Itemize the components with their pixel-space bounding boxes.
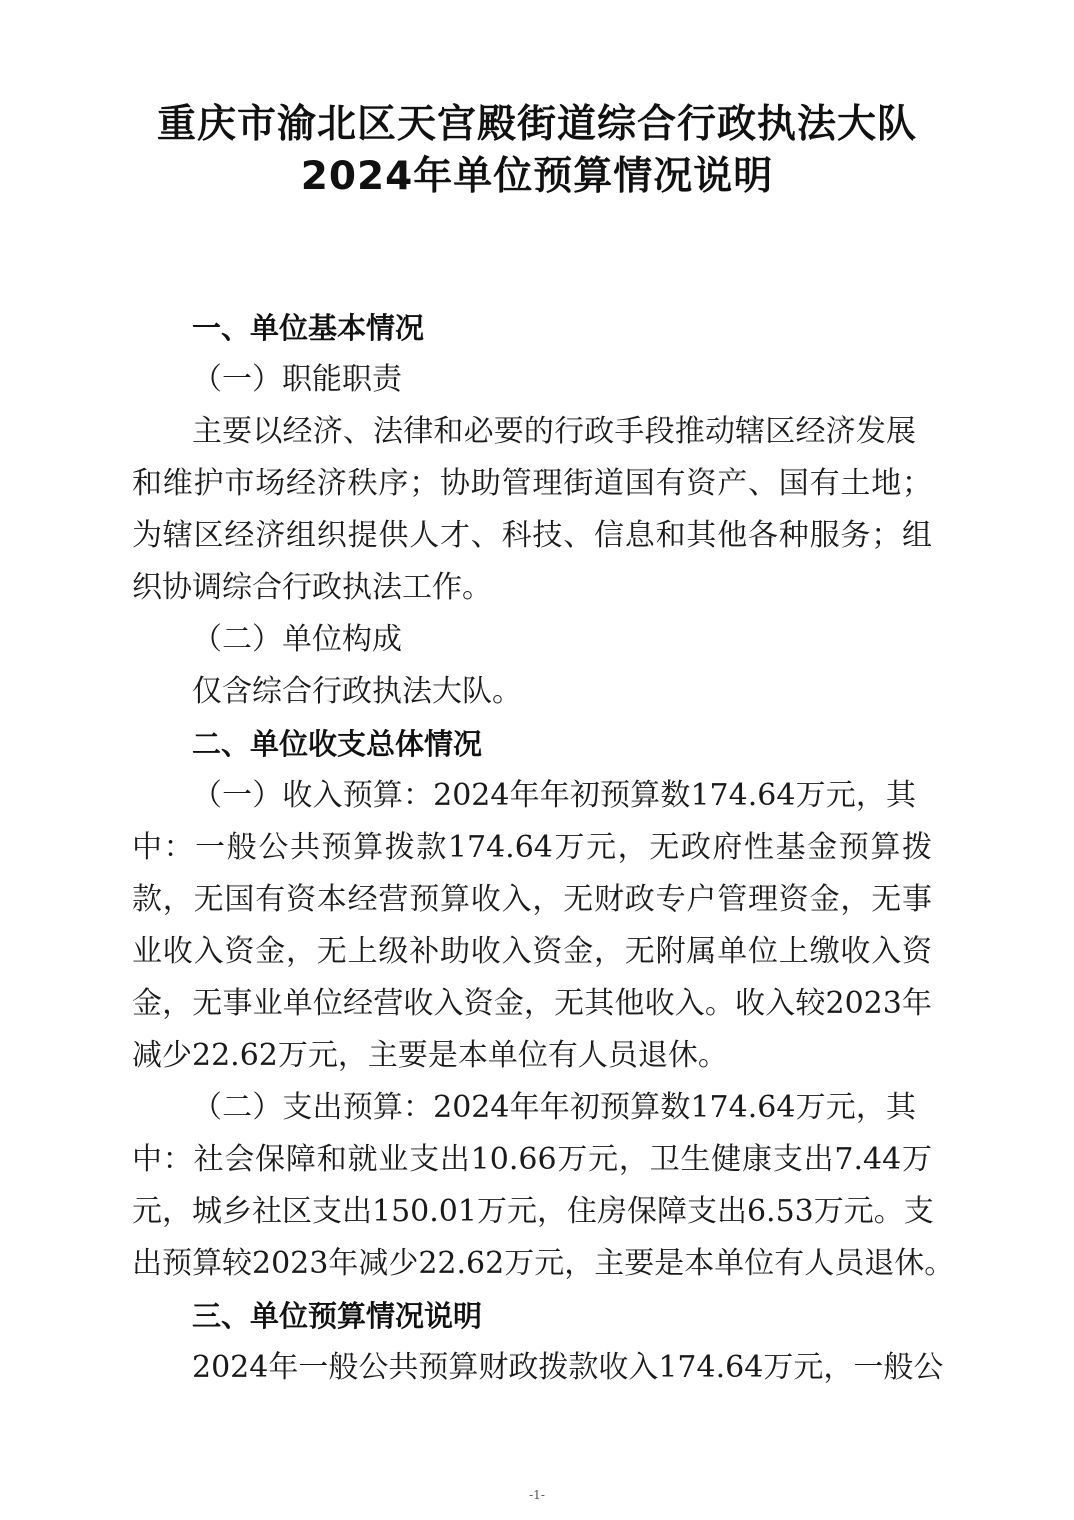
paragraph-line: 中：一般公共预算拨款174.64万元，无政府性基金预算拨 [132,830,932,865]
document-title-line2: 2024年单位预算情况说明 [300,154,774,199]
page-number: -1- [529,1488,545,1502]
paragraph-line: 2024年一般公共预算财政拨款收入174.64万元，一般公 [192,1350,944,1385]
paragraph-line: 元，城乡社区支出150.01万元，住房保障支出6.53万元。支 [132,1194,934,1229]
paragraph-line: 减少22.62万元，主要是本单位有人员退休。 [132,1038,728,1073]
paragraph-line: 中：社会保障和就业支出10.66万元，卫生健康支出7.44万 [132,1142,932,1177]
paragraph-line: 和维护市场经济秩序；协助管理街道国有资产、国有土地； [132,466,932,501]
paragraph-line: 为辖区经济组织提供人才、科技、信息和其他各种服务；组 [132,518,932,553]
paragraph-line: 款，无国有资本经营预算收入，无财政专户管理资金，无事 [132,882,932,917]
section2-heading: 二、单位收支总体情况 [192,727,483,761]
paragraph-line: 主要以经济、法律和必要的行政手段推动辖区经济发展 [192,414,916,449]
section3-heading: 三、单位预算情况说明 [192,1299,483,1333]
paragraph-line: （二）支出预算：2024年年初预算数174.64万元，其 [192,1090,916,1125]
section1-heading: 一、单位基本情况 [192,311,425,345]
paragraph-line: 仅含综合行政执法大队。 [192,674,522,709]
paragraph-line: 织协调综合行政执法工作。 [132,570,492,605]
section1-subheading-composition: （二）单位构成 [192,622,402,657]
section1-subheading-duties: （一）职能职责 [192,362,402,397]
document-title-line1: 重庆市渝北区天宫殿街道综合行政执法大队 [156,102,917,147]
paragraph-line: （一）收入预算：2024年年初预算数174.64万元，其 [192,778,916,813]
paragraph-line: 出预算较2023年减少22.62万元，主要是本单位有人员退休。 [132,1246,955,1281]
paragraph-line: 业收入资金，无上级补助收入资金，无附属单位上缴收入资 [132,934,932,969]
paragraph-line: 金，无事业单位经营收入资金，无其他收入。收入较2023年 [132,986,932,1021]
